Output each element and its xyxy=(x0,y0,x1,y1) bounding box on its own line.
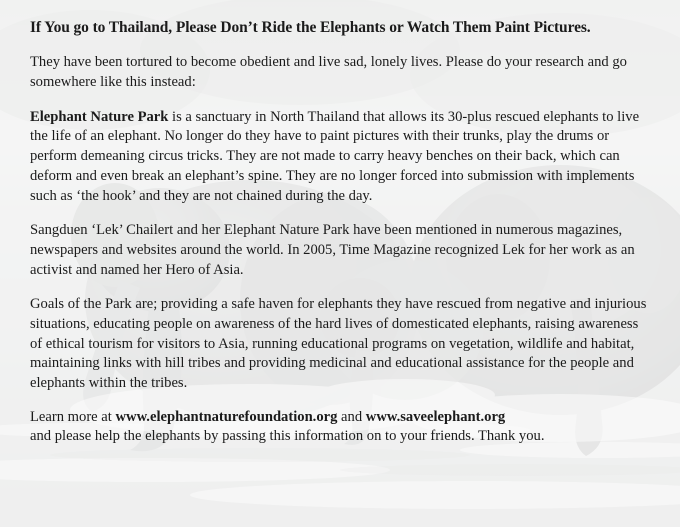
paragraph-goals: Goals of the Park are; providing a safe haven for elephants they have rescued from negative and injurious situations, educating people on awareness of the hard lives of domesticated elephants, raising awareness of ethical tourism for visitors to Asia, running educational programs on vegetation, wildlife and habitat, maintaining links with hill tribes and providing medicinal and educational assistance for the people and elephants within the tribes. xyxy=(30,296,647,391)
sanctuary-text: is a sanctuary in North Thailand that allows its 30-plus rescued elephants to live the life of an elephant. No longer do they have to paint pictures with their trunks, play the drums or perform demeaning circus tricks. They are not made to carry heavy benches on their back, which can deform and even break an elephant’s spine. They are no longer forced into submission with implements such as ‘the hook’ and they are not chained during the day. xyxy=(30,108,640,204)
link-elephantnaturefoundation[interactable]: www.elephantnaturefoundation.org xyxy=(115,408,338,425)
footer-closing: and please help the elephants by passing this information on to your friends. Thank you. xyxy=(30,428,545,445)
paragraph-sanctuary xyxy=(30,108,650,206)
paragraph-footer xyxy=(30,408,650,447)
footer-conjunction: and xyxy=(337,408,366,425)
learn-more-label: Learn more at xyxy=(30,408,116,425)
page-title: If You go to Thailand, Please Don’t Ride the Elephants or Watch Them Paint Pictures. xyxy=(30,19,591,36)
link-saveelephant[interactable]: www.saveelephant.org xyxy=(365,408,506,425)
paragraph-founder: Sangduen ‘Lek’ Chailert and her Elephant Nature Park have been mentioned in numerous magazines, newspapers and websites around the world. In 2005, Time Magazine recognized Lek for her work as an activist and named her Hero of Asia. xyxy=(30,222,635,278)
paragraph-intro: They have been tortured to become obedient and live sad, lonely lives. Please do your research and go somewhere like this instead: xyxy=(30,54,627,91)
sanctuary-name: Elephant Nature Park xyxy=(30,108,169,125)
